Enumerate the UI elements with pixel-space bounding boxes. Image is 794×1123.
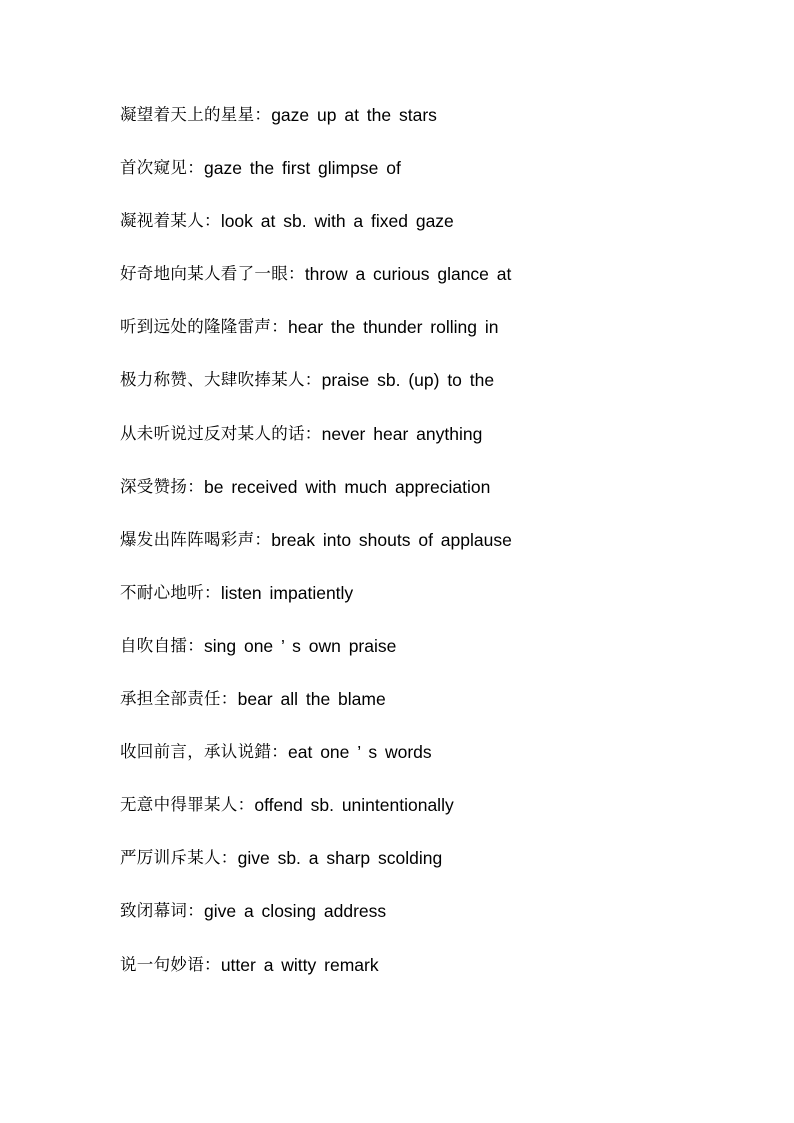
- chinese-phrase: 从未听说过反对某人的话：: [120, 423, 322, 443]
- english-phrase: look at sb. with a fixed gaze: [220, 211, 454, 232]
- phrase-list: [120, 101, 760, 1004]
- phrase-entry: [120, 897, 760, 950]
- phrase-entry: [120, 101, 760, 154]
- english-phrase: be received with much appreciation: [204, 476, 491, 497]
- chinese-phrase: 无意中得罪某人：: [120, 795, 255, 815]
- english-phrase: gaze the first glimpse of: [204, 158, 401, 179]
- phrase-entry: [120, 632, 760, 685]
- english-phrase: listen impatiently: [220, 582, 354, 603]
- english-phrase: break into shouts of applause: [271, 529, 512, 550]
- chinese-phrase: 凝视着某人：: [120, 211, 221, 231]
- chinese-phrase: 收回前言，承认说錯：: [120, 742, 288, 762]
- phrase-entry: [120, 526, 760, 579]
- phrase-entry: [120, 366, 760, 419]
- phrase-entry: [120, 154, 760, 207]
- chinese-phrase: 致闭幕词：: [120, 901, 204, 921]
- phrase-entry: [120, 207, 760, 260]
- english-phrase: give sb. a sharp scolding: [237, 848, 443, 869]
- phrase-entry: [120, 420, 760, 473]
- english-phrase: gaze up at the stars: [271, 105, 437, 125]
- chinese-phrase: 深受赞扬：: [120, 476, 204, 496]
- chinese-phrase: 承担全部责任：: [120, 689, 238, 709]
- phrase-entry: [120, 260, 760, 313]
- chinese-phrase: 首次窥见：: [120, 158, 204, 178]
- chinese-phrase: 严厉训斥某人：: [120, 848, 238, 868]
- english-phrase: offend sb. unintentionally: [254, 795, 454, 816]
- chinese-phrase: 听到远处的隆隆雷声：: [120, 317, 288, 337]
- chinese-phrase: 不耐心地听：: [120, 582, 221, 602]
- english-phrase: give a closing address: [204, 901, 387, 922]
- phrase-entry: [120, 313, 760, 366]
- english-phrase: utter a witty remark: [220, 954, 379, 975]
- english-phrase: throw a curious glance at: [304, 264, 512, 285]
- chinese-phrase: 好奇地向某人看了一眼：: [120, 264, 305, 284]
- english-phrase: sing one ’ s own praise: [204, 635, 397, 656]
- chinese-phrase: 凝望着天上的星星：: [120, 105, 272, 124]
- english-phrase: praise sb. (up) to the: [321, 370, 495, 391]
- english-phrase: hear the thunder rolling in: [288, 317, 499, 338]
- phrase-entry: [120, 791, 760, 844]
- chinese-phrase: 自吹自擂：: [120, 635, 204, 655]
- phrase-entry: [120, 579, 760, 632]
- english-phrase: eat one ’ s words: [288, 742, 432, 763]
- phrase-entry: [120, 738, 760, 791]
- phrase-entry: [120, 473, 760, 526]
- chinese-phrase: 极力称赞、大肆吹捧某人：: [120, 370, 322, 390]
- phrase-entry: [120, 844, 760, 897]
- english-phrase: never hear anything: [321, 423, 483, 444]
- phrase-entry: [120, 951, 760, 1004]
- chinese-phrase: 说一句妙语：: [120, 954, 221, 974]
- english-phrase: bear all the blame: [237, 689, 386, 710]
- chinese-phrase: 爆发出阵阵喝彩声：: [120, 529, 272, 549]
- phrase-entry: [120, 685, 760, 738]
